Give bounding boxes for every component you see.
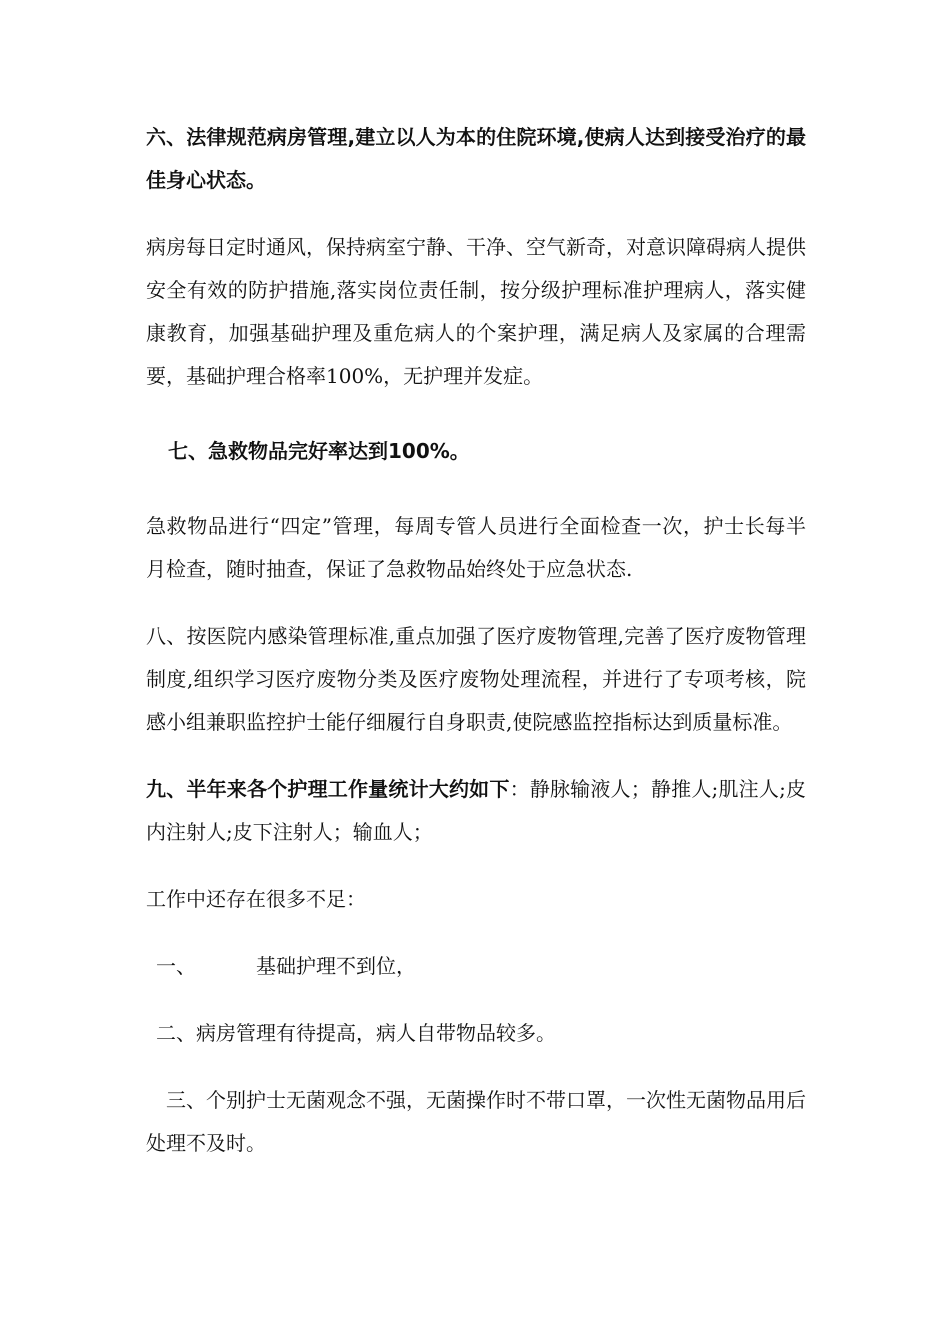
section-6-heading: 六、法律规范病房管理,建立以人为本的住院环境,使病人达到接受治疗的最佳身心状态。 <box>146 125 806 192</box>
document-page <box>146 116 806 1165</box>
shortcoming-item-1 <box>146 945 806 988</box>
shortcoming-item-3 <box>146 1079 806 1165</box>
shortcoming-item-1-number: 一、 <box>156 954 196 978</box>
section-7-heading: 七、急救物品完好率达到100%。 <box>168 439 470 463</box>
shortcoming-item-3-text: 三、个别护士无菌观念不强，无菌操作时不带口罩，一次性无菌物品用后处理不及时。 <box>146 1088 806 1155</box>
section-9-heading: 九、半年来各个护理工作量统计大约如下 <box>146 777 510 801</box>
section-7-body: 急救物品进行“四定”管理，每周专管人员进行全面检查一次，护士长每半月检查，随时抽查，保证了急救物品始终处于应急状态. <box>146 514 806 581</box>
section-8-body: 八、按医院内感染管理标准,重点加强了医疗废物管理,完善了医疗废物管理制度,组织学习医疗废物分类及医疗废物处理流程，并进行了专项考核，院感小组兼职监控护士能仔细履行自身职责,使院感监控指标达到质量标准。 <box>146 624 806 734</box>
shortcoming-item-2: 二、病房管理有待提高，病人自带物品较多。 <box>156 1021 556 1045</box>
section-9-rest: ：静脉输液人；静推人;肌注人;皮内注射人;皮下注射人；输血人； <box>146 777 807 844</box>
shortcomings-intro: 工作中还存在很多不足： <box>146 887 366 911</box>
section-6-body: 病房每日定时通风，保持病室宁静、干净、空气新奇，对意识障碍病人提供安全有效的防护措施,落实岗位责任制，按分级护理标准护理病人，落实健康教育，加强基础护理及重危病人的个案护理，满足病人及家属的合理需要，基础护理合格率100%，无护理并发症。 <box>146 235 806 388</box>
section-9-paragraph <box>146 768 806 854</box>
shortcoming-item-1-text: 基础护理不到位， <box>256 954 416 978</box>
